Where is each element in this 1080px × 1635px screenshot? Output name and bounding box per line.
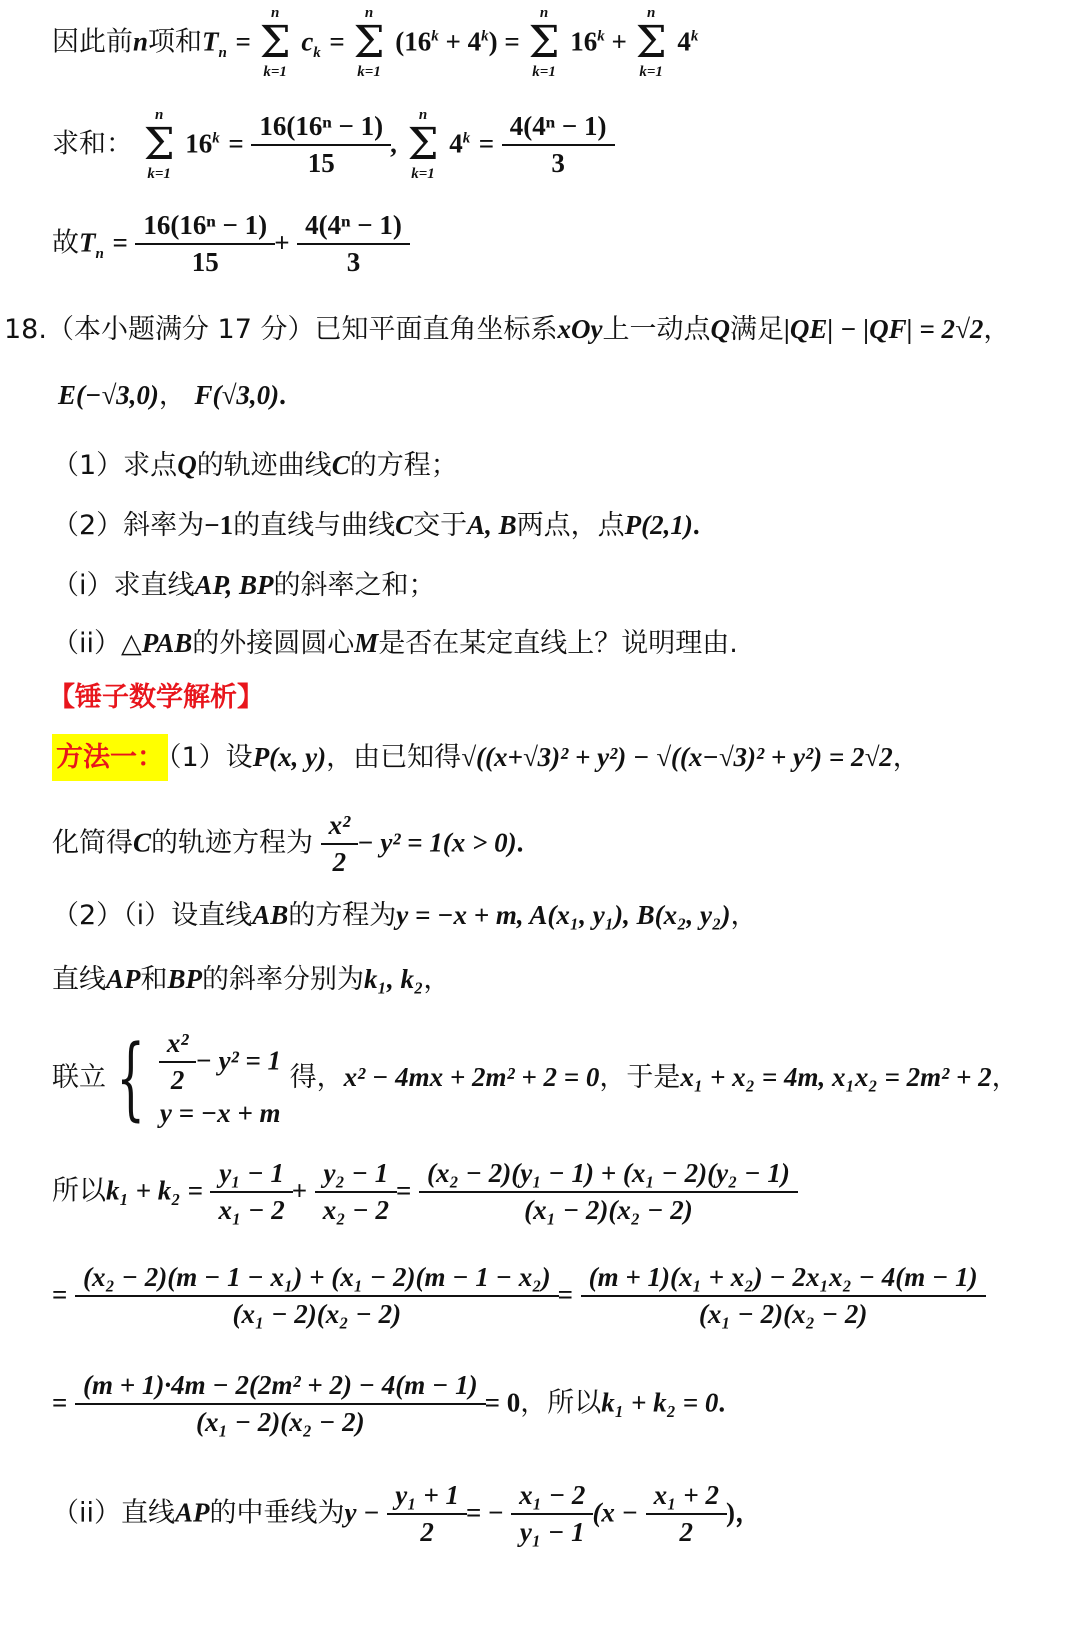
- sigma-4: n Σ k=1: [635, 5, 667, 80]
- part-2-ii: （ii）△PAB的外接圆圆心M是否在某定直线上？说明理由.: [52, 628, 738, 659]
- problem-18: 18.（本小题满分 17 分）已知平面直角坐标系xOy上一动点Q满足|QE| − |QF| = 2√2，: [4, 314, 1011, 345]
- line-tn-result: 故$T_n$ = $\frac{\text{16(16ⁿ − 1)}}{15}$ + $\frac{\text{4(4ⁿ − 1)}}{3}$: [52, 212, 409, 276]
- solution-step-1: 方法一： （1）设P(x, y)，由已知得√((x+√3)² + y²) − √((x−√3)² + y²) = 2√2，: [52, 744, 920, 771]
- analysis-heading: 【锤子数学解析】: [48, 682, 264, 713]
- solution-step-3: （2）（i）设直线AB的方程为y = −x + m, A(x₁, y₁), B(x₂, y₂)，: [52, 900, 758, 931]
- sigma-3: n Σ k=1: [528, 5, 560, 80]
- solution-step-9: （ii）直线AP的中垂线为y − $\frac{\text{y₁ + 1}}{2}$ = − $\frac{\text{x₁ − 2}}{\text{y₁ − 1}}$ (x − $\frac{\text{x₁ + 2}}{2}$ )，: [52, 1480, 762, 1547]
- solution-step-7: = $\frac{\text{(x₂ − 2)(m − 1 − x₁) + (x₁ − 2)(m − 1 − x₂)}}{\text{(x₁ − 2)(x₂ − 2)}}$ = $\frac{\text{(m + 1)(x₁ + x₂) − 2x₁x₂ − 4(m − 1)}}{\text{(x₁ − 2)(x₂ − 2)}}$: [52, 1264, 985, 1328]
- solution-step-8: = $\frac{\text{(m + 1)·4m − 2(2m² + 2) − 4(m − 1)}}{\text{(x₁ − 2)(x₂ − 2)}}$ = 0，所以k₁ + k₂ = 0.: [52, 1370, 726, 1437]
- line-sums: 求和： n Σ k=1 16$^k$ = $\frac{\text{16(16ⁿ − 1)}}{15}$ , n Σ k=1 4$^k$ = $\frac{\text{4(4ⁿ − 1)}}{3}$: [52, 108, 614, 182]
- part-2: （2）斜率为−1的直线与曲线C交于A, B两点，点P(2,1).: [52, 510, 700, 541]
- part-1: （1）求点Q的轨迹曲线C的方程；: [52, 450, 458, 481]
- method-tag: 方法一：: [52, 734, 168, 781]
- line-sum-tn: 因此前n项和$T_n$ = n Σ k=1 $c_k$ = n Σ k=1 $(16^k + 4^k)$ = n Σ k=1 $16^k$ + n Σ k=1 4$^k$: [52, 5, 699, 80]
- part-2-i: （i）求直线AP, BP的斜率之和；: [52, 570, 436, 601]
- problem-18-points: E(−√3,0)， F(√3,0).: [58, 380, 286, 411]
- sigma-2: n Σ k=1: [353, 5, 385, 80]
- solution-step-6: 所以k₁ + k₂ = $\frac{\text{y₁ − 1}}{\text{x₁ − 2}}$ + $\frac{\text{y₂ − 1}}{\text{x₂ − 2}}$ = $\frac{\text{(x₂ − 2)(y₁ − 1) + (x₁ − 2)(y₂ − 1)}}{\text{(x₁ − 2)(x₂ − 2)}}$: [52, 1160, 797, 1224]
- solution-step-5: 联立 { $\frac{\text{x²}}{2}$ − y² = 1 y = −x + m 得，x² − 4mx + 2m² + 2 = 0，于是x₁ + x₂ = 4m, x₁x₂ = 2m² + 2，: [52, 1025, 1019, 1131]
- solution-step-2: 化简得C的轨迹方程为 $\frac{\text{x²}}{2}$ − y² = 1(x > 0).: [52, 810, 524, 877]
- solution-step-4: 直线AP和BP的斜率分别为k₁, k₂，: [52, 964, 451, 995]
- sigma-1: n Σ k=1: [259, 5, 291, 80]
